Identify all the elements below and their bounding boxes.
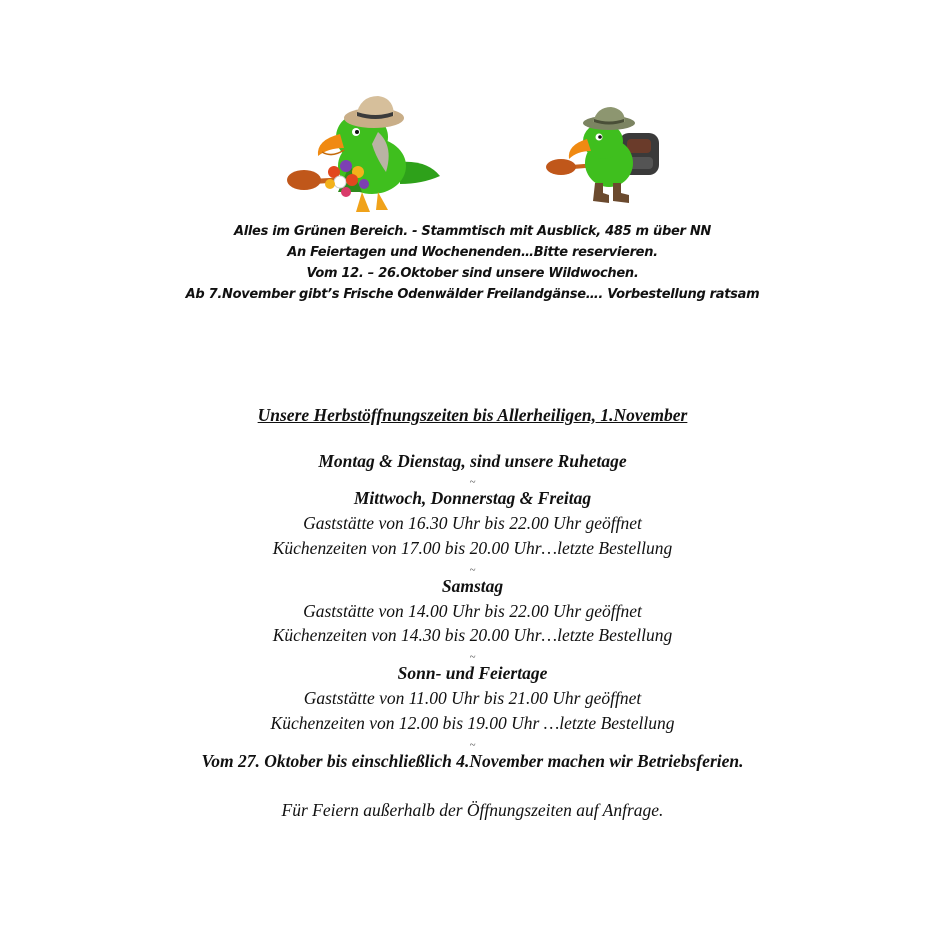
opening-hours-heading: Unsere Herbstöffnungszeiten bis Allerheiligen, 1.November (257, 405, 688, 425)
sunday-title: Sonn- und Feiertage (397, 663, 548, 683)
intro-line-1: Alles im Grünen Bereich. - Stammtisch mit Ausblick, 485 m über NN (233, 224, 711, 239)
separator: ~ (469, 651, 476, 663)
separator: ~ (469, 739, 476, 751)
weekdays-kitchen: Küchenzeiten von 17.00 bis 20.00 Uhr…letzte Bestellung (272, 538, 673, 558)
saturday-title: Samstag (441, 576, 504, 596)
parrot-tail (400, 162, 440, 184)
intro-text (0, 221, 945, 305)
weekdays-title: Mittwoch, Donnerstag & Freitag (353, 488, 592, 508)
spoon-bowl (546, 159, 576, 175)
intro-line-4: Ab 7.November gibt’s Frische Odenwälder Freilandgänse…. Vorbestellung ratsam (185, 287, 760, 302)
parrot-backpack-icon (543, 105, 669, 211)
intro-line-3: Vom 12. – 26.Oktober sind unsere Wildwochen. (306, 266, 639, 281)
sunday-kitchen: Küchenzeiten von 12.00 bis 19.00 Uhr …letzte Bestellung (270, 713, 675, 733)
sunday-open: Gaststätte von 11.00 Uhr bis 21.00 Uhr geöffnet (303, 688, 642, 708)
parrot-foot (356, 192, 370, 212)
intro-line-2: An Feiertagen und Wochenenden…Bitte reservieren. (287, 245, 658, 260)
company-holidays: Vom 27. Oktober bis einschließlich 4.November machen wir Betriebsferien. (201, 751, 744, 771)
events-on-request: Für Feiern außerhalb der Öffnungszeiten auf Anfrage. (281, 800, 664, 820)
separator: ~ (469, 476, 476, 488)
spoon-bowl (287, 170, 321, 190)
rest-days: Montag & Dienstag, sind unsere Ruhetage (318, 451, 627, 471)
saturday-kitchen: Küchenzeiten von 14.30 bis 20.00 Uhr…letzte Bestellung (272, 625, 673, 645)
weekdays-open: Gaststätte von 16.30 Uhr bis 22.00 Uhr geöffnet (303, 513, 642, 533)
saturday-open: Gaststätte von 14.00 Uhr bis 22.00 Uhr geöffnet (303, 601, 642, 621)
parrot-hat-bouquet-icon (282, 92, 444, 218)
hat-crown (593, 107, 625, 122)
separator: ~ (469, 564, 476, 576)
hat-crown (356, 96, 394, 116)
